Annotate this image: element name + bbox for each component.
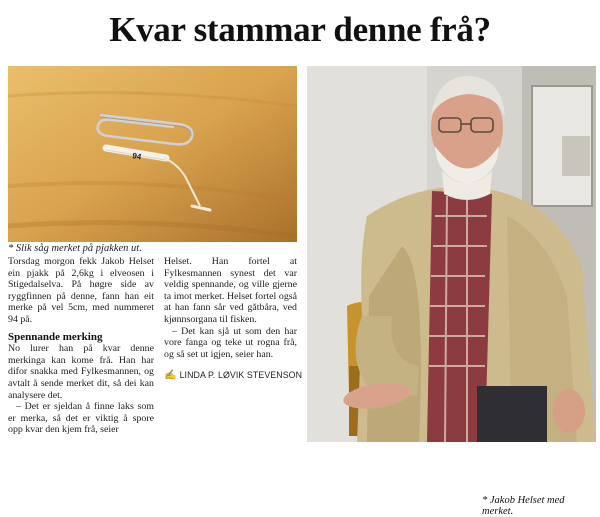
article-column-2 — [164, 256, 297, 360]
paragraph: – Det er sjeldan å finne laks som er merka, så det er viktig å spore opp kvar den kjem frå, seier — [8, 401, 154, 436]
subheading: Spennande merking — [8, 330, 103, 343]
photo-tag-on-table — [8, 66, 297, 242]
pen-icon: ✍ — [164, 370, 177, 381]
paragraph: Torsdag morgon fekk Jakob Helset ein pjakk på 2,6kg i elveosen i Stigedalselva. På høgre side av ryggfinnen på denne, fann han eit merke på vel 5cm, med nummeret 94 på. — [8, 256, 154, 325]
byline-name: LINDA P. LØVIK STEVENSON — [179, 370, 303, 380]
article-column-1 — [8, 256, 154, 436]
photo-man — [307, 66, 596, 517]
byline — [164, 370, 302, 381]
caption-left: * Slik såg merket på pjakken ut. — [8, 243, 142, 254]
headline: Kvar stammar denne frå? — [109, 10, 491, 49]
tag-number: 94 — [131, 151, 142, 162]
paragraph: – Det kan sjå ut som den har vore fanga og teke ut rogna frå, og så set ut igjen, seier han. — [164, 325, 297, 360]
paragraph: No lurer han på kvar denne merkinga kan kome frå. Han har difor snakka med Fylkesmannen, og avtalt å sende merket dit, så dei kan analysere det. — [8, 343, 154, 401]
paragraph: Helset. Han fortel at Fylkesmannen synest det var veldig spennande, og ville gjerne ta imot merket. Helset fortel også at han fann sår ved gătbåra, ved kjønnsorgana til fisken. — [164, 256, 297, 325]
caption-right: * Jakob Helset med merket. — [482, 495, 565, 517]
